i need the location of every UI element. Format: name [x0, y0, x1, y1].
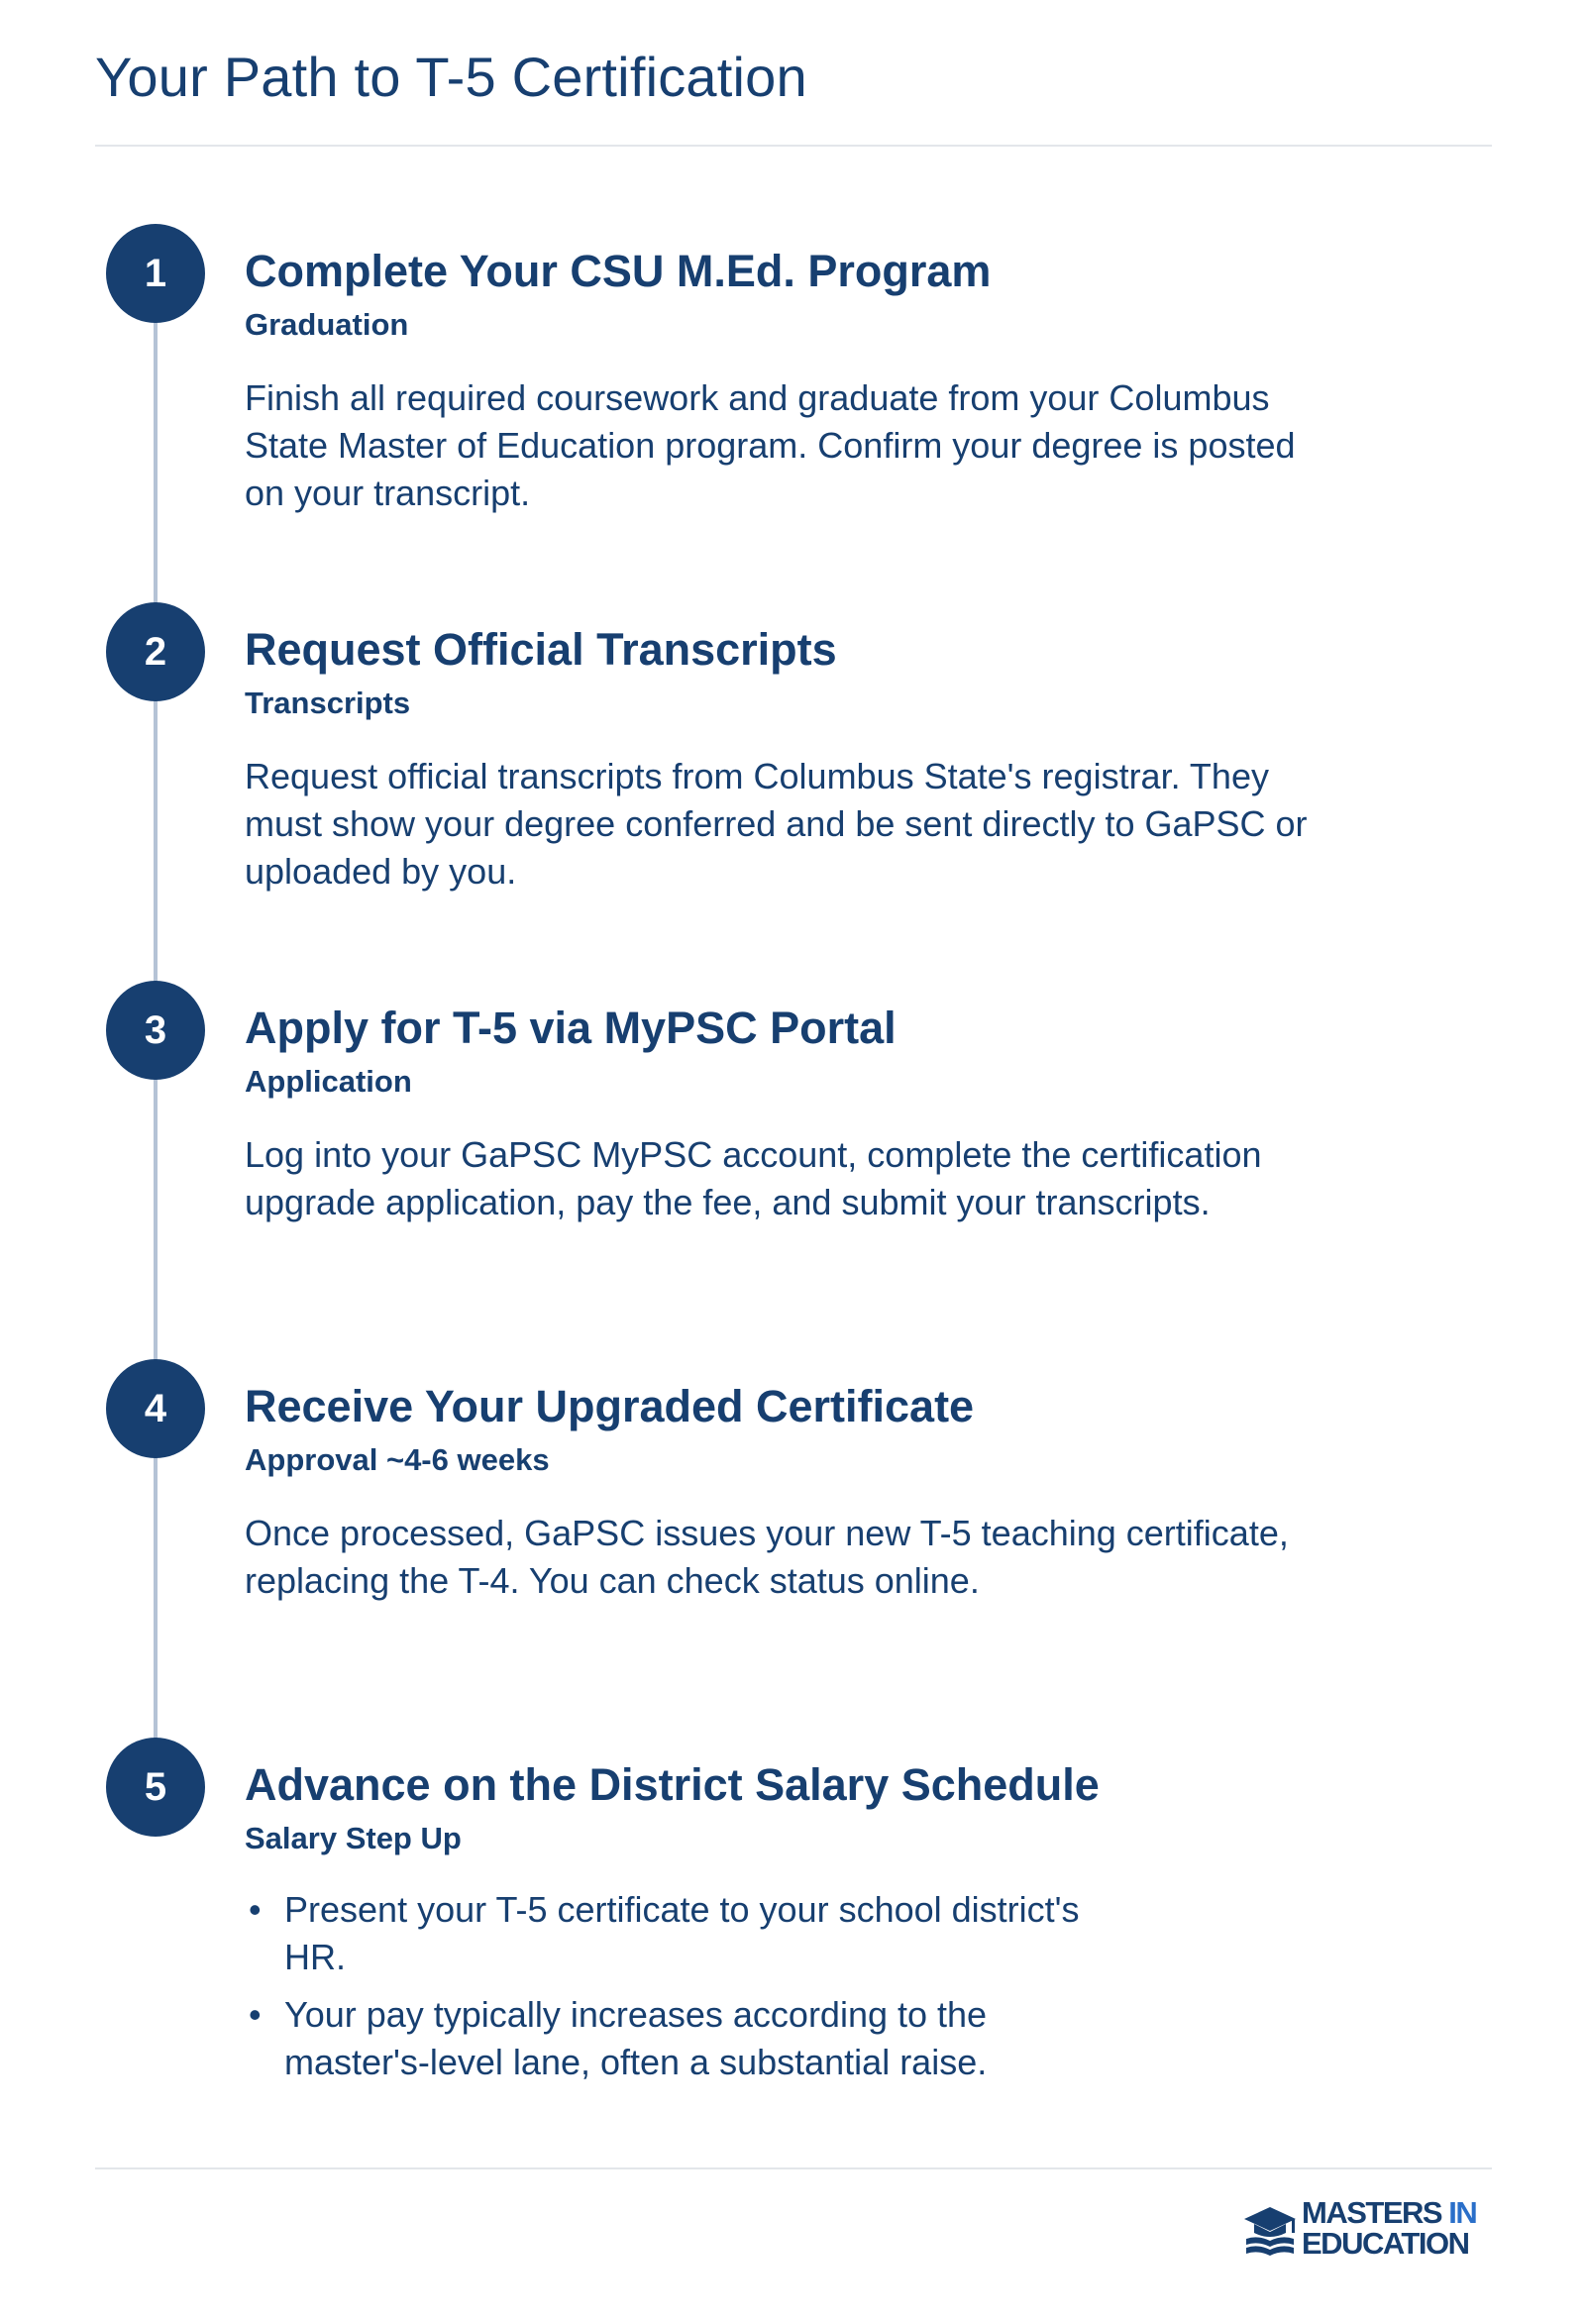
- step-number-badge: 1: [106, 224, 205, 323]
- header-divider: [95, 145, 1492, 147]
- list-item-text: Your pay typically increases according to the master's-level lane, often a substantial raise.: [284, 1994, 988, 2082]
- step-description: Request official transcripts from Columbus State's registrar. They must show your degree conferred and be sent directly to GaPSC or uploaded by you.: [245, 756, 1308, 892]
- step-number-badge: 4: [106, 1359, 205, 1458]
- step-subtitle: Transcripts: [245, 686, 411, 720]
- step-bullet-list: [245, 1886, 1116, 2086]
- masters-in-education-logo: [1242, 2195, 1500, 2265]
- logo-wordmark: [1302, 2197, 1476, 2259]
- list-item: [245, 1991, 1116, 2086]
- graduation-cap-books-icon: [1242, 2203, 1298, 2259]
- step-title: Apply for T-5 via MyPSC Portal: [245, 1003, 897, 1053]
- logo-word-masters: MASTERS: [1302, 2195, 1442, 2230]
- step-title: Complete Your CSU M.Ed. Program: [245, 246, 992, 296]
- step-content: [245, 1359, 1334, 1605]
- bullet-icon: •: [249, 1889, 262, 1930]
- footer-divider: [95, 2167, 1492, 2169]
- list-item-text: Present your T-5 certificate to your school district's HR.: [284, 1889, 1080, 1977]
- step-title: Advance on the District Salary Schedule: [245, 1759, 1100, 1810]
- step-description: Once processed, GaPSC issues your new T-5 teaching certificate, replacing the T-4. You can check status online.: [245, 1513, 1289, 1601]
- step-description: Log into your GaPSC MyPSC account, complete the certification upgrade application, pay the fee, and submit your transcripts.: [245, 1134, 1262, 1222]
- page-title: Your Path to T-5 Certification: [95, 46, 807, 108]
- step-title: Request Official Transcripts: [245, 624, 837, 675]
- logo-word-education: EDUCATION: [1302, 2226, 1469, 2261]
- step-number-badge: 2: [106, 602, 205, 701]
- step-title: Receive Your Upgraded Certificate: [245, 1381, 975, 1431]
- step-content: [245, 602, 1334, 896]
- list-item: [245, 1886, 1116, 1981]
- step-subtitle: Approval ~4-6 weeks: [245, 1442, 550, 1477]
- step-number-badge: 3: [106, 981, 205, 1080]
- step-content: [245, 1738, 1334, 2096]
- step-subtitle: Salary Step Up: [245, 1821, 462, 1855]
- step-content: [245, 981, 1334, 1226]
- step-subtitle: Graduation: [245, 307, 409, 342]
- step-description: Finish all required coursework and graduate from your Columbus State Master of Education program. Confirm your degree is posted on your transcript.: [245, 377, 1296, 513]
- bullet-icon: •: [249, 1994, 262, 2035]
- step-subtitle: Application: [245, 1064, 412, 1099]
- logo-word-in: IN: [1448, 2195, 1477, 2230]
- step-number-badge: 5: [106, 1738, 205, 1837]
- step-content: [245, 224, 1334, 517]
